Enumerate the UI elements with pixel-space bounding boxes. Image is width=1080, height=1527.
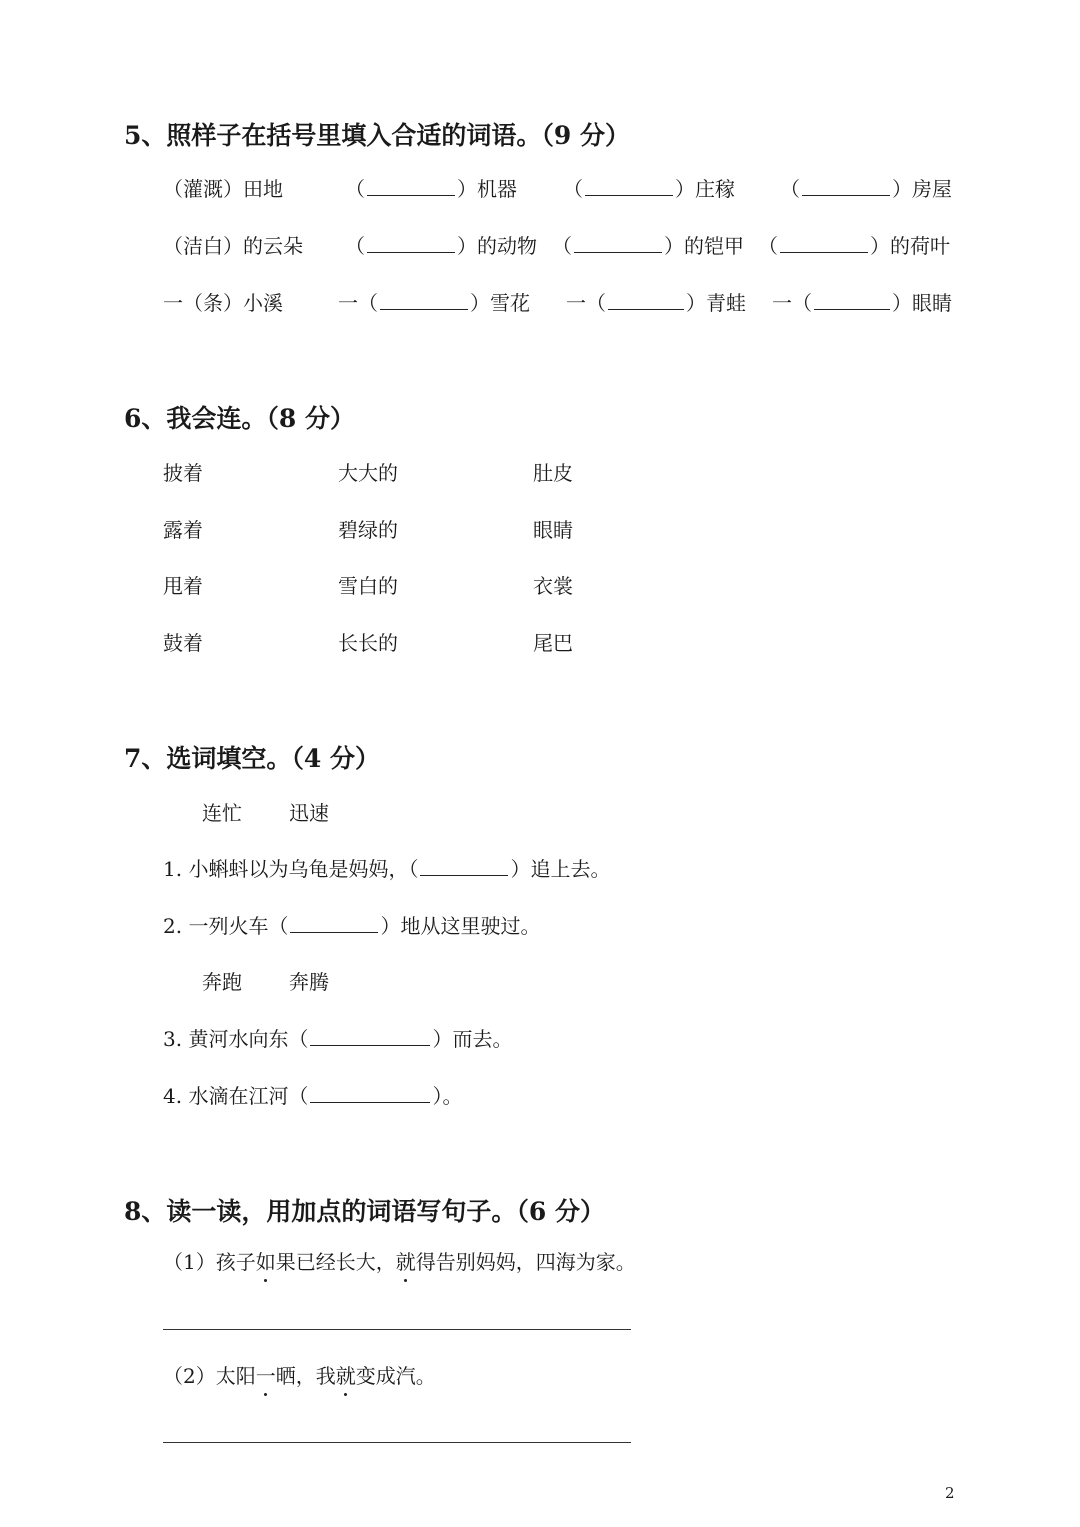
q6-col3-word[interactable]: 眼睛 (533, 518, 573, 542)
q6-col2-word[interactable]: 碧绿的 (338, 518, 398, 542)
q6-col2-word[interactable]: 长长的 (338, 631, 398, 655)
q7-sentence-2: 2. 一列火车（ ）地从这里驶过。 (163, 914, 541, 938)
q7-title: 7、选词填空。（4 分） (124, 744, 380, 773)
q5-blank-item: （ ）机器 (345, 177, 517, 201)
q5-example-2: （洁白）的云朵 (163, 234, 303, 258)
q5-answer-blank[interactable] (608, 293, 684, 310)
q6-col2-word[interactable]: 大大的 (338, 461, 398, 485)
q6-col2-word[interactable]: 雪白的 (338, 574, 398, 598)
q5-blank-item: （ ）庄稼 (563, 177, 735, 201)
q7-word-option: 奔腾 (289, 970, 329, 994)
q5-blank-item: 一（ ）眼睛 (772, 291, 952, 315)
dotted-word: 就 (336, 1360, 356, 1389)
q8-sentence-2: （2）太阳一晒，我就变成汽。 (163, 1360, 436, 1389)
page-number: 2 (945, 1484, 955, 1502)
q7-answer-blank[interactable] (310, 1086, 430, 1103)
q5-answer-blank[interactable] (802, 179, 890, 196)
q7-answer-blank[interactable] (290, 916, 378, 933)
q5-example-1: （灌溉）田地 (163, 177, 283, 201)
q7-word-option: 连忙 (202, 801, 242, 825)
q6-col1-word[interactable]: 露着 (163, 518, 203, 542)
q6-title: 6、我会连。（8 分） (124, 404, 355, 433)
dotted-word: 就 (396, 1246, 416, 1275)
q7-sentence-1: 1. 小蝌蚪以为乌龟是妈妈，（ ）追上去。 (163, 857, 611, 881)
q5-blank-item: （ ）的荷叶 (758, 234, 950, 258)
q6-col1-word[interactable]: 披着 (163, 461, 203, 485)
q6-col3-word[interactable]: 肚皮 (533, 461, 573, 485)
q7-answer-blank[interactable] (420, 859, 508, 876)
q6-col1-word[interactable]: 鼓着 (163, 631, 203, 655)
q7-sentence-3: 3. 黄河水向东（ ）而去。 (163, 1027, 513, 1051)
q5-answer-blank[interactable] (814, 293, 890, 310)
q5-blank-item: （ ）的铠甲 (552, 234, 744, 258)
q6-col3-word[interactable]: 衣裳 (533, 574, 573, 598)
q5-answer-blank[interactable] (367, 179, 455, 196)
dotted-word: 一 (256, 1360, 276, 1389)
q5-answer-blank[interactable] (780, 236, 868, 253)
q5-blank-item: 一（ ）青蛙 (566, 291, 746, 315)
dotted-word: 如 (256, 1246, 276, 1275)
q5-title: 5、照样子在括号里填入合适的词语。（9 分） (124, 121, 630, 150)
q5-blank-item: （ ）房屋 (780, 177, 952, 201)
q5-answer-blank[interactable] (367, 236, 455, 253)
q6-col1-word[interactable]: 甩着 (163, 574, 203, 598)
q5-blank-item: （ ）的动物 (345, 234, 537, 258)
q5-example-3: 一（条）小溪 (163, 291, 283, 315)
q8-sentence-1: （1）孩子如果已经长大，就得告别妈妈，四海为家。 (163, 1246, 636, 1275)
q5-answer-blank[interactable] (585, 179, 673, 196)
q7-word-option: 奔跑 (202, 970, 242, 994)
q6-col3-word[interactable]: 尾巴 (533, 631, 573, 655)
q7-sentence-4: 4. 水滴在江河（ ）。 (163, 1084, 463, 1108)
q8-answer-line-1[interactable] (163, 1329, 631, 1330)
q7-answer-blank[interactable] (310, 1029, 430, 1046)
q5-answer-blank[interactable] (380, 293, 468, 310)
q5-answer-blank[interactable] (574, 236, 662, 253)
q8-answer-line-2[interactable] (163, 1442, 631, 1443)
q7-word-option: 迅速 (289, 801, 329, 825)
q8-title: 8、读一读，用加点的词语写句子。（6 分） (124, 1197, 605, 1226)
q5-blank-item: 一（ ）雪花 (338, 291, 530, 315)
